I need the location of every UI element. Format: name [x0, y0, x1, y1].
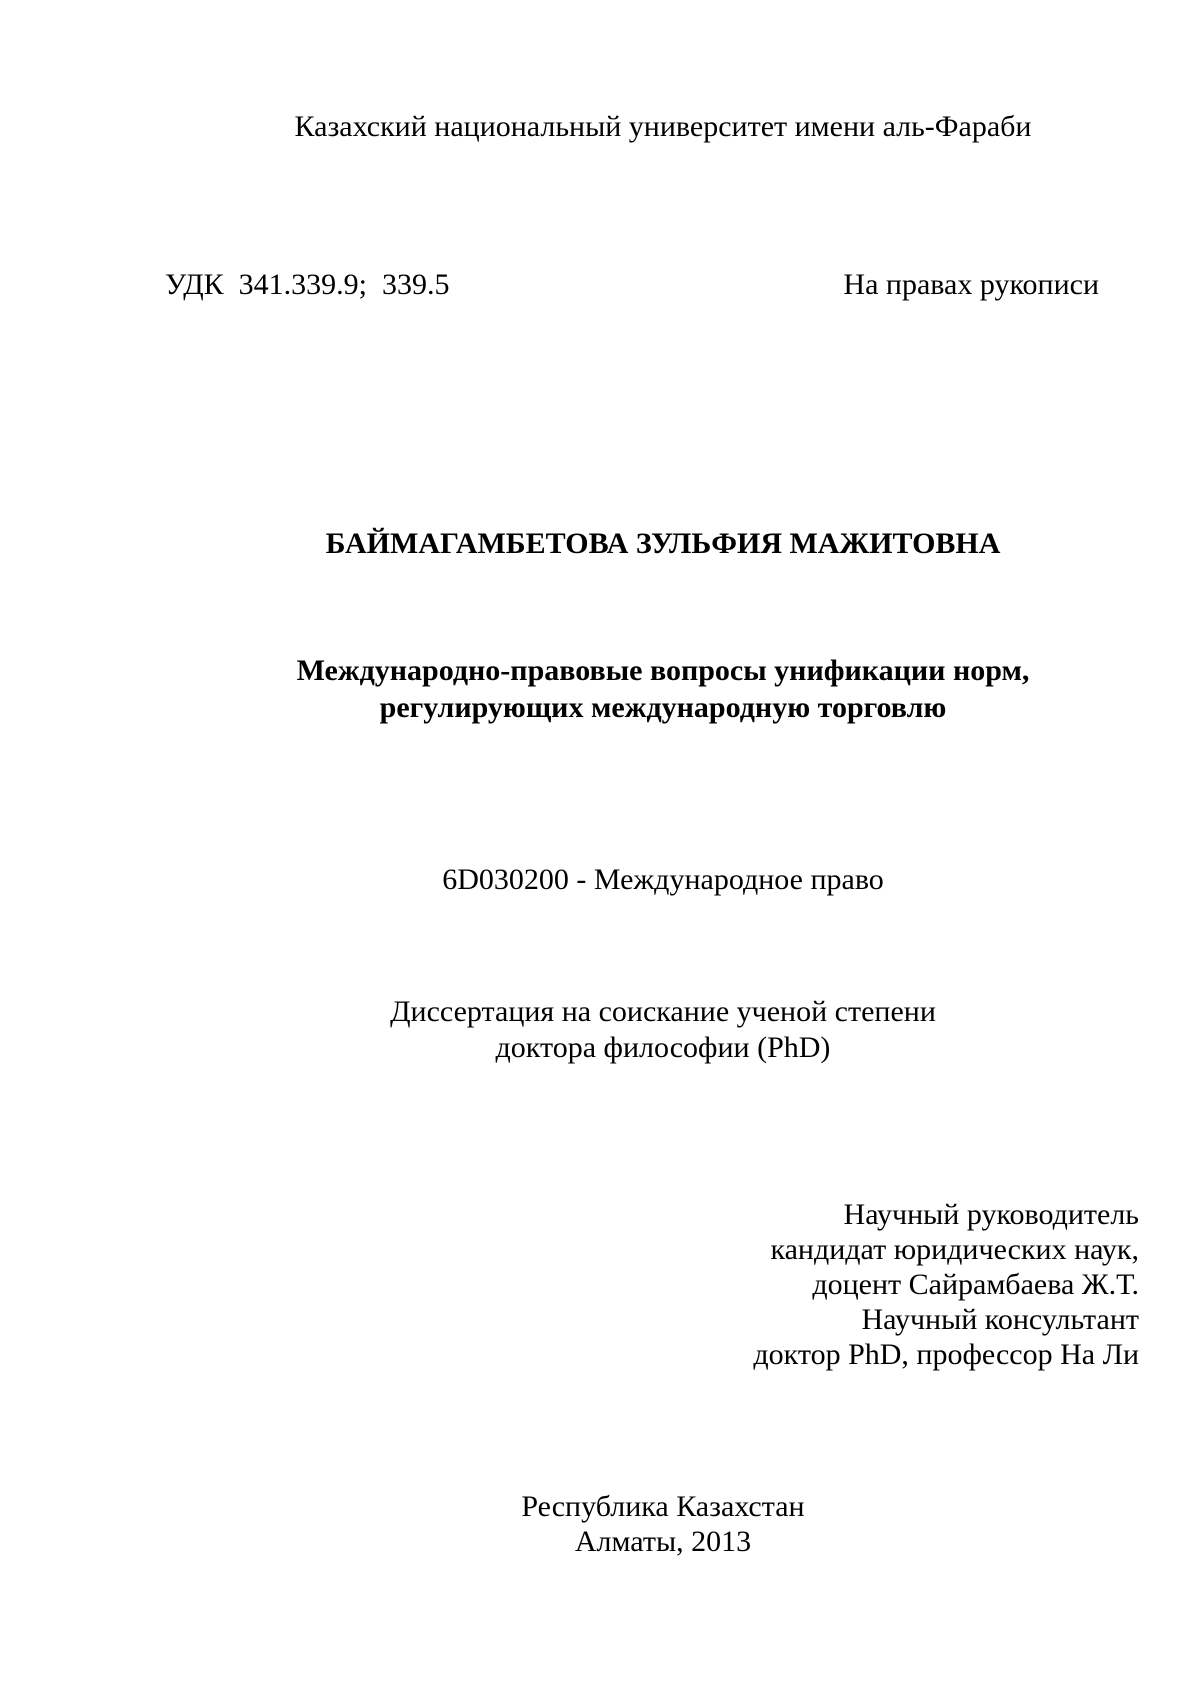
dissertation-title-line-1: Международно-правовые вопросы унификации норм,	[296, 654, 1030, 687]
udk-code: УДК 341.339.9; 339.5	[165, 268, 450, 301]
footer-country: Республика Казахстан	[521, 1490, 805, 1523]
footer-block	[135, 1489, 1191, 1559]
advisor-supervisor-degree: кандидат юридических наук,	[770, 1233, 1139, 1266]
degree-statement	[135, 994, 1191, 1066]
advisor-role-supervisor: Научный руководитель	[843, 1198, 1139, 1231]
author-name: БАЙМАГАМБЕТОВА ЗУЛЬФИЯ МАЖИТОВНА	[325, 527, 1001, 560]
classification-row	[165, 267, 1099, 303]
degree-statement-line-1: Диссертация на соискание ученой степени	[390, 995, 936, 1028]
footer-city-year: Алматы, 2013	[574, 1525, 752, 1558]
manuscript-note: На правах рукописи	[843, 268, 1099, 301]
advisor-role-consultant: Научный консультант	[861, 1303, 1139, 1336]
advisor-supervisor-name: доцент Сайрамбаева Ж.Т.	[812, 1268, 1139, 1301]
university-name: Казахский национальный университет имени аль-Фараби	[294, 110, 1032, 143]
specialty-code: 6D030200 - Международное право	[442, 863, 884, 896]
dissertation-title	[135, 652, 1191, 726]
advisors-block	[753, 1197, 1139, 1372]
degree-statement-line-2: доктора философии (PhD)	[495, 1031, 831, 1064]
advisor-consultant-name: доктор PhD, профессор На Ли	[753, 1338, 1139, 1371]
dissertation-title-line-2: регулирующих международную торговлю	[379, 691, 947, 724]
